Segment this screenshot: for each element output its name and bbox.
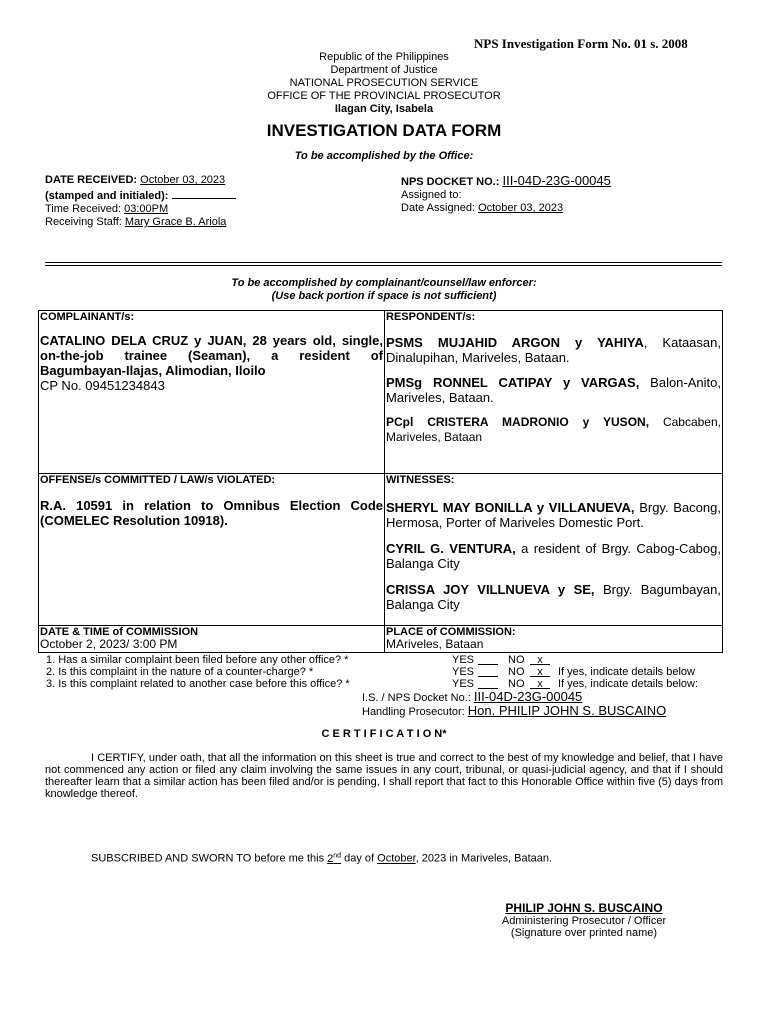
stamped-label: (stamped and initialed): — [45, 190, 169, 202]
agency-line-3: NATIONAL PROSECUTION SERVICE — [289, 77, 479, 89]
agency-header — [184, 51, 584, 116]
witnesses-cell — [385, 474, 723, 626]
witness-item — [386, 541, 721, 571]
complainant-note-1: To be accomplished by complainant/counsel/law enforcer: — [231, 277, 537, 289]
complainant-cp: CP No. 09451234843 — [40, 378, 165, 393]
handling-prosecutor-value: Hon. PHILIP JOHN S. BUSCAINO — [467, 703, 667, 718]
question-text: 1. Has a similar complaint been filed before any other office? * — [46, 654, 349, 666]
date-received-value: October 03, 2023 — [140, 174, 226, 186]
handling-prosecutor-label: Handling Prosecutor: — [362, 706, 465, 718]
yes-checkbox[interactable] — [478, 654, 498, 665]
no-label: NO — [508, 654, 525, 666]
signatory-name: PHILIP JOHN S. BUSCAINO — [505, 901, 663, 915]
respondent-item — [386, 415, 721, 445]
commission-date-header: DATE & TIME of COMMISSION — [40, 626, 199, 638]
yes-checkbox[interactable] — [478, 666, 498, 677]
respondent-name: PMSg RONNEL CATIPAY y VARGAS, — [386, 375, 640, 390]
is-docket-row — [362, 689, 582, 704]
respondents-cell — [385, 311, 723, 474]
case-details-table — [38, 310, 723, 653]
complainant-header: COMPLAINANT/s: — [40, 311, 135, 323]
respondent-item — [386, 335, 721, 365]
receiving-staff-label: Receiving Staff: — [45, 216, 122, 228]
is-docket-value: III-04D-23G-00045 — [473, 689, 583, 704]
subscribed-post: , 2023 in Mariveles, Bataan. — [415, 852, 553, 865]
docket-label: NPS DOCKET NO.: — [401, 176, 500, 188]
receipt-block — [45, 174, 385, 229]
subscribed-day — [327, 853, 341, 865]
no-checkbox[interactable]: x — [530, 654, 550, 665]
respondent-address: Cabcaben, Mariveles, Bataan — [386, 415, 721, 444]
complainant-details: CATALINO DELA CRUZ y JUAN, 28 years old, single, on-the-job trainee (Seaman), a resident of Bagumbayan-Ilajas, Alimodian, Iloilo — [40, 333, 383, 378]
witness-item — [386, 582, 721, 612]
yes-label: YES — [452, 654, 475, 666]
offense-text: R.A. 10591 in relation to Omnibus Election Code (COMELEC Resolution 10918). — [40, 498, 383, 528]
time-received-value: 03:00PM — [124, 203, 169, 215]
docket-block — [401, 174, 721, 215]
signatory-title: Administering Prosecutor / Officer — [501, 915, 667, 927]
agency-line-2: Department of Justice — [330, 64, 438, 76]
witness-name: CRISSA JOY VILLNUEVA y SE, — [386, 582, 595, 597]
subscribed-day-number: 2 — [327, 852, 334, 865]
respondent-address: Balon-Anito, Mariveles, Bataan. — [386, 375, 721, 405]
commission-date-cell — [39, 626, 385, 653]
signatory-block — [464, 901, 704, 939]
question-row — [46, 654, 726, 666]
witness-details: Brgy. Bacong, Hermosa, Porter of Mariveles Domestic Port. — [386, 500, 721, 530]
form-number: NPS Investigation Form No. 01 s. 2008 — [474, 36, 688, 51]
complainant-cell — [39, 311, 385, 474]
question-text: 3. Is this complaint related to another case before this office? * — [46, 678, 350, 690]
witness-details: Brgy. Bagumbayan, Balanga City — [386, 582, 721, 612]
respondents-header: RESPONDENT/s: — [386, 311, 476, 323]
signatory-note: (Signature over printed name) — [510, 927, 658, 939]
complainant-notes — [184, 277, 584, 303]
time-received-label: Time Received: — [45, 203, 122, 215]
divider-bottom — [45, 265, 722, 266]
handling-prosecutor-row — [362, 703, 666, 718]
commission-place-cell — [385, 626, 723, 653]
certification-title: C E R T I F I C A T I O N* — [321, 728, 447, 740]
witness-name: CYRIL G. VENTURA, — [386, 541, 516, 556]
receiving-staff-value: Mary Grace B. Ariola — [124, 216, 227, 228]
no-checkbox[interactable]: x — [530, 666, 550, 677]
question-note: If yes, indicate details below: — [558, 678, 699, 690]
commission-place-header: PLACE of COMMISSION: — [386, 626, 516, 638]
subscribed-day-suffix: nd — [333, 852, 342, 859]
page-title: INVESTIGATION DATA FORM — [266, 121, 502, 140]
offense-cell — [39, 474, 385, 626]
questions-block — [46, 654, 726, 690]
no-label: NO — [508, 666, 525, 678]
respondent-address: , Kataasan, Dinalupihan, Mariveles, Bataan. — [386, 335, 721, 365]
agency-line-1: Republic of the Philippines — [319, 51, 449, 63]
witness-details: a resident of Brgy. Cabog-Cabog, Balanga City — [386, 541, 721, 571]
assigned-to-label: Assigned to: — [401, 189, 462, 201]
yes-label: YES — [452, 666, 475, 678]
subscribed-mid: day of — [341, 852, 378, 865]
divider-top — [45, 262, 722, 263]
date-assigned-value: October 03, 2023 — [478, 202, 564, 214]
yes-checkbox[interactable] — [478, 678, 498, 689]
complainant-note-2: (Use back portion if space is not sufficient) — [271, 290, 497, 302]
agency-line-4: OFFICE OF THE PROVINCIAL PROSECUTOR — [267, 90, 501, 102]
stamped-value — [172, 187, 236, 199]
commission-place-value: MAriveles, Bataan — [386, 637, 484, 651]
docket-value: III-04D-23G-00045 — [502, 173, 611, 188]
witness-name: SHERYL MAY BONILLA y VILLANUEVA, — [386, 500, 635, 515]
question-row — [46, 666, 726, 678]
witness-item — [386, 500, 721, 530]
yes-label: YES — [452, 678, 475, 690]
respondent-name: PSMS MUJAHID ARGON y YAHIYA — [386, 335, 644, 350]
date-received-label: DATE RECEIVED: — [45, 174, 138, 186]
no-label: NO — [508, 678, 525, 690]
agency-line-5: Ilagan City, Isabela — [334, 103, 434, 115]
commission-date-value: October 2, 2023/ 3:00 PM — [40, 637, 178, 651]
is-docket-label: I.S. / NPS Docket No.: — [362, 692, 471, 704]
question-text: 2. Is this complaint in the nature of a counter-charge? * — [46, 666, 314, 678]
question-note: If yes, indicate details below — [558, 666, 695, 678]
office-note: To be accomplished by the Office: — [294, 150, 474, 162]
respondent-name: PCpl CRISTERA MADRONIO y YUSON, — [386, 415, 650, 429]
respondent-item — [386, 375, 721, 405]
offense-header: OFFENSE/s COMMITTED / LAW/s VIOLATED: — [40, 474, 276, 486]
no-checkbox[interactable]: x — [530, 678, 550, 689]
date-assigned-label: Date Assigned: — [401, 202, 475, 214]
subscribed-pre: SUBSCRIBED AND SWORN TO before me this — [91, 852, 328, 865]
subscribed-line — [91, 852, 552, 865]
witnesses-header: WITNESSES: — [386, 474, 455, 486]
subscribed-month: October — [377, 852, 416, 865]
certification-text: I CERTIFY, under oath, that all the information on this sheet is true and correct to the best of my knowledge and belief, that I have not commenced any action or filed any claim involving the same issues in any court, tribunal, or quasi-judicial agency, and that if I should thereafter learn that a similar action has been filed and/or is pending, I shall report that fact to this Honorable Office within five (5) days from knowledge thereof. — [45, 752, 723, 800]
